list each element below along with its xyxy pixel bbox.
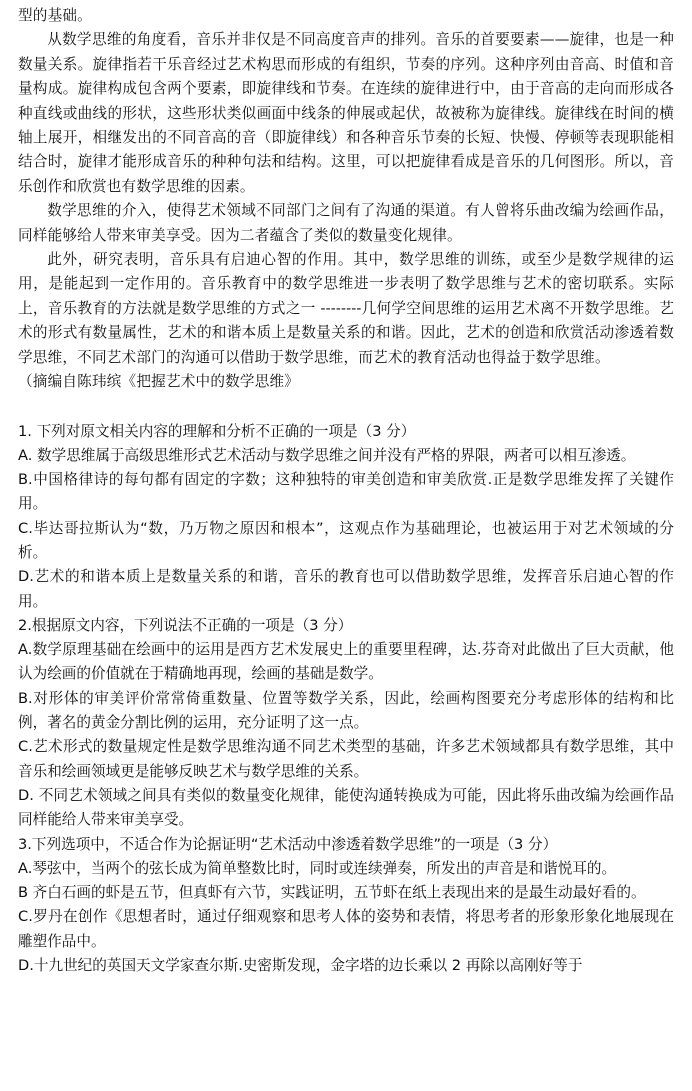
option-b: B.中国格律诗的每句都有固定的字数；这种独特的审美创造和审美欣赏.正是数学思维发挥了关键作用。 [18, 471, 674, 513]
option-d: D.艺术的和谐本质上是数量关系的和谐，音乐的教育也可以借助数学思维，发挥音乐启迪心智的作用。 [18, 568, 674, 610]
question-2 [18, 614, 674, 833]
question-3 [18, 833, 674, 979]
section-gap [18, 395, 674, 420]
option-a: A.琴弦中，当两个的弦长成为简单整数比时，同时或连续弹奏，所发出的声音是和谐悦耳的。 [18, 859, 617, 877]
option-c: C.毕达哥拉斯认为“数，乃万物之原因和根本”，这观点作为基础理论，也被运用于对艺术领域的分析。 [18, 519, 674, 561]
question-title: 1. 下列对原文相关内容的理解和分析不正确的一项是（3 分） [18, 422, 416, 440]
option-b: B 齐白石画的虾是五节，但真虾有六节，实践证明，五节虾在纸上表现出来的是最生动最好看的。 [18, 884, 646, 902]
passage-paragraph: 从数学思维的角度看，音乐并非仅是不同高度音声的排列。音乐的首要要素——旋律，也是一种数量关系。旋律指若干乐音经过艺术构思而形成的有组织，节奏的序列。这种序列由音高、时值和音量构成。旋律构成包含两个要素，即旋律线和节奏。在连续的旋律进行中，由于音高的走向而形成各种直线或曲线的形状，这些形状类似画面中线条的伸展或起伏，故被称为旋律线。旋律线在时间的横轴上展开，相继发出的不同音高的音（即旋律线）和各种音乐节奏的长短、快慢、停顿等表现职能相结合时，旋律才能形成音乐的种种句法和结构。这里，可以把旋律看成是音乐的几何图形。所以，音乐创作和欣赏也有数学思维的因素。 [18, 31, 674, 195]
question-title: 3.下列选项中，不适合作为论据证明“艺术活动中渗透着数学思维”的一项是（3 分） [18, 835, 558, 853]
option-b: B.对形体的审美评价常常倚重数量、位置等数学关系，因此，绘画构图要充分考虑形体的结构和比例，著名的黄金分割比例的运用，充分证明了这一点。 [18, 689, 674, 732]
passage-source: （摘编自陈玮缤《把握艺术中的数学思维》 [18, 373, 300, 391]
passage-paragraph: 数学思维的介入，使得艺术领域不同部门之间有了沟通的渠道。有人曾将乐曲改编为绘画作品，同样能够给人带来审美享受。因为二者蕴含了类似的数量变化规律。 [18, 202, 674, 244]
option-c: C.艺术形式的数量规定性是数学思维沟通不同艺术类型的基础，许多艺术领域都具有数学思维，其中音乐和绘画领域更是能够反映艺术与数学思维的关系。 [18, 738, 674, 780]
option-c: C.罗丹在创作《思想者时，通过仔细观察和思考人体的姿势和表情，将思考者的形象形象化地展现在雕塑作品中。 [18, 908, 674, 950]
option-a: A. 数学思维属于高级思维形式艺术活动与数学思维之间并没有严格的界限，两者可以相互渗透。 [18, 446, 636, 464]
question-title: 2.根据原文内容，下列说法不正确的一项是（3 分） [18, 616, 353, 634]
passage-paragraph: 型的基础。 [18, 7, 92, 24]
option-a: A.数学原理基础在绘画中的运用是西方艺术发展史上的重要里程碑，达.芬奇对此做出了巨大贡献，他认为绘画的价值就在于精确地再现，绘画的基础是数学。 [18, 641, 674, 683]
question-1 [18, 420, 674, 614]
passage-paragraph: 此外，研究表明，音乐具有启迪心智的作用。其中，数学思维的训练，或至少是数学规律的运用，是能起到一定作用的。音乐教育中的数学思维进一步表明了数学思维与艺术的密切联系。实际上，音乐教育的方法就是数学思维的方式之一 --------几何学空间思维的运用艺术离不开数学思维。艺术的形式有数量属性，艺术的和谐本质上是数量关系的和谐。因此，艺术的创造和欣赏活动渗透着数学思维，不同艺术部门的沟通可以借助于数学思维，而艺术的教育活动也得益于数学思维。 [18, 251, 674, 366]
question-list [18, 420, 674, 979]
option-d: D.十九世纪的英国天文学家查尔斯.史密斯发现，金字塔的边长乘以 2 再除以高刚好等于 [18, 957, 583, 975]
reading-passage [18, 4, 674, 395]
option-d: D. 不同艺术领域之间具有类似的数量变化规律，能使沟通转换成为可能，因此将乐曲改编为绘画作品同样能给人带来审美享受。 [18, 786, 674, 829]
